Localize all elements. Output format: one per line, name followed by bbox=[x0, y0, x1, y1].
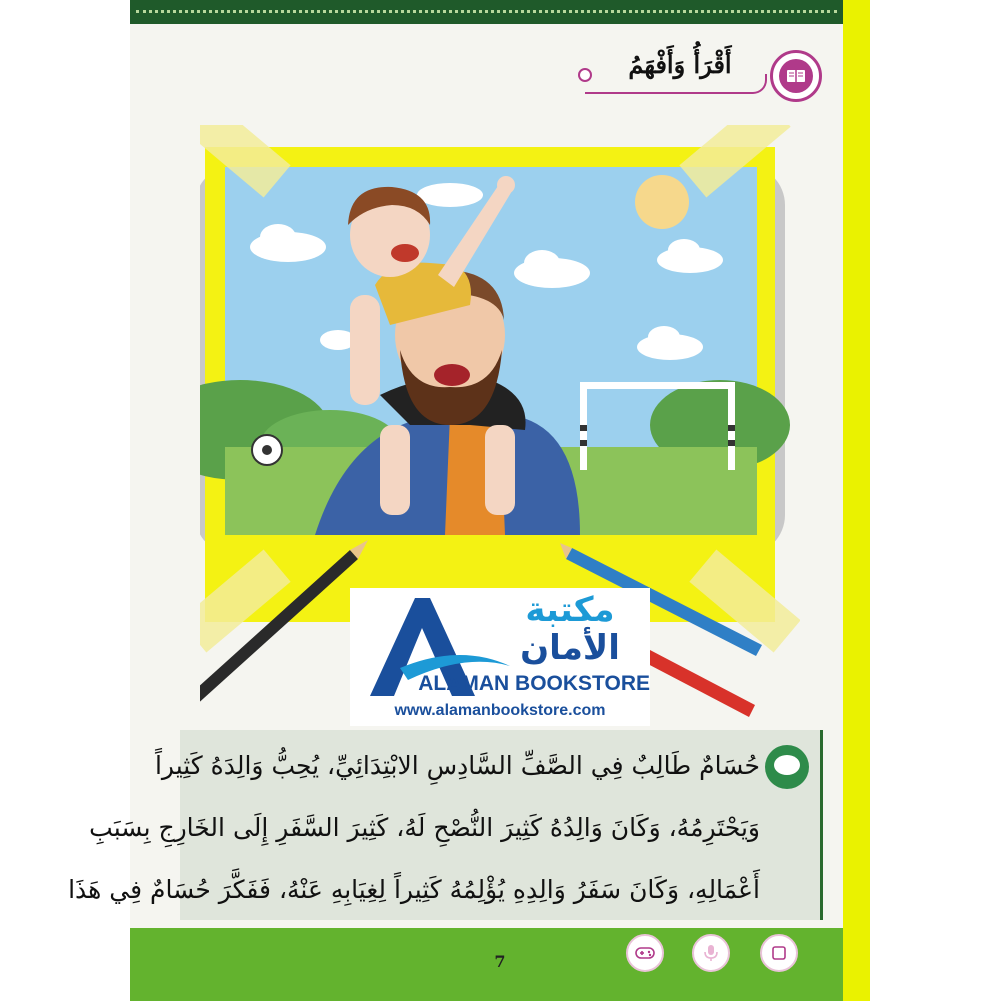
section-title: أَقْرَأُ وَأَفْهَمُ bbox=[628, 50, 732, 79]
page-number: 7 bbox=[494, 952, 506, 971]
microphone-icon[interactable] bbox=[692, 934, 730, 972]
logo-english-name: ALAMAN BOOKSTORE bbox=[418, 672, 650, 695]
passage-line: وَيَحْتَرِمُهُ، وَكَانَ وَالِدُهُ كَثِيرَ النُّصْحِ لَهُ، كَثِيرَ السَّفَرِ إِلَى الخَارِجِ بِسَبَبِ bbox=[89, 813, 760, 842]
logo-arabic-line1: مكتبة bbox=[525, 590, 615, 630]
gamepad-icon[interactable] bbox=[626, 934, 664, 972]
passage-line: أَعْمَالِهِ، وَكَانَ سَفَرُ وَالِدِهِ يُؤْلِمُهُ كَثِيراً لِغِيَابِهِ عَنْهُ، فَفَكَّرَ حُسَامٌ فِي هَذَا bbox=[68, 875, 760, 904]
chat-icon bbox=[765, 745, 809, 789]
passage-line: حُسَامٌ طَالِبٌ فِي الصَّفِّ السَّادِسِ الابْتِدَائِيِّ، يُحِبُّ وَالِدَهُ كَثِيراً bbox=[154, 751, 760, 780]
bookstore-logo bbox=[350, 588, 650, 726]
header-dot bbox=[578, 68, 592, 82]
reading-passage bbox=[68, 735, 760, 921]
logo-arabic-line2: الأمان bbox=[520, 628, 620, 668]
stop-icon[interactable] bbox=[760, 934, 798, 972]
book-icon bbox=[770, 50, 822, 102]
logo-url[interactable]: www.alamanbookstore.com bbox=[394, 702, 606, 719]
top-border bbox=[130, 0, 843, 24]
side-strip bbox=[843, 0, 870, 1001]
